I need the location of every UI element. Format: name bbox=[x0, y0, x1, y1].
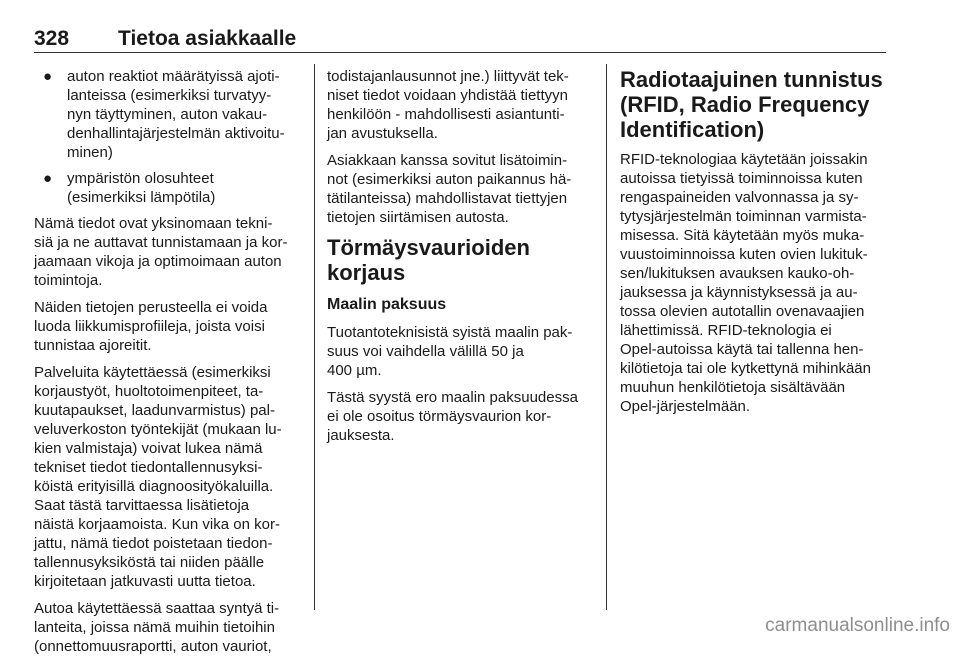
paragraph: Näiden tietojen perusteella ei voida luoda liikkumisprofiileja, joista voisi tunnistaa ajoreitit. bbox=[34, 299, 268, 354]
bullet-list bbox=[34, 67, 306, 207]
column-3 bbox=[620, 67, 894, 416]
paragraph: RFID-teknologiaa käytetään joissakin autoissa tietyissä toiminnoissa kuten rengaspaineiden valvonnassa ja sy- tytysjärjestelmän toiminnan varmista- misessa. Sitä käytetään myös muka- vuustoiminnoissa kuten ovien lukituk- sen/lukituksen avauksen kauko-oh- jauksessa ja käynnistyksessä ja au- tossa olevien autotallin ovenavaajien lähettimissä. RFID-teknologia ei Opel-autoissa käytä tai tallenna hen- kilötietoja tai ole kytkettynä mihinkään muuhun henkilötietoja sisältävään Opel-järjestelmään. bbox=[620, 151, 871, 415]
bullet-dot-icon: ● bbox=[43, 68, 53, 85]
paragraph: Tuotantoteknisistä syistä maalin pak- suus voi vaihdella välillä 50 ja 400 µm. bbox=[327, 324, 573, 379]
section-heading: Radiotaajuinen tunnistus (RFID, Radio Frequency Identification) bbox=[620, 67, 883, 142]
bullet-text: auton reaktiot määrätyissä ajoti- lanteissa (esimerkiksi turvatyy- nyn täyttyminen, auton vakau- denhallintajärjestelmän aktivoitu- minen) bbox=[67, 68, 285, 161]
subsection-heading: Maalin paksuus bbox=[327, 296, 447, 313]
column-divider-1 bbox=[314, 64, 315, 610]
bullet-item bbox=[34, 67, 306, 162]
page-header bbox=[34, 26, 886, 52]
bullet-text: ympäristön olosuhteet (esimerkiksi lämpötila) bbox=[67, 170, 216, 206]
column-divider-2 bbox=[606, 64, 607, 610]
bullet-dot-icon: ● bbox=[43, 170, 53, 187]
paragraph: Tästä syystä ero maalin paksuudessa ei ole osoitus törmäysvaurion kor- jauksesta. bbox=[327, 389, 578, 444]
header-divider bbox=[34, 52, 886, 53]
bullet-item bbox=[34, 169, 306, 207]
paragraph: Palveluita käytettäessä (esimerkiksi korjaustyöt, huoltotoimenpiteet, ta- kuutapaukset, laadunvarmistus) pal- veluverkoston työntekijät (mukaan lu- kien valmistaja) voivat lukea nämä tekniset tiedot tiedontallennusyksi- köistä erityisillä diagnoosityökaluilla. Saat tästä tarvittaessa lisätietoja näistä korjaamoista. Kun vika on kor- jattu, nämä tiedot poistetaan tiedon- tallennusyksiköstä tai niiden päälle kirjoitetaan jatkuvasti uutta tietoa. bbox=[34, 364, 282, 590]
column-1 bbox=[34, 67, 306, 664]
page-title: Tietoa asiakkaalle bbox=[118, 27, 297, 50]
paragraph: Asiakkaan kanssa sovitut lisätoimin- not (esimerkiksi auton paikannus hä- tätilanteissa) mahdollistavat tiettyjen tietojen siirtämisen autosta. bbox=[327, 152, 572, 226]
paragraph: Autoa käytettäessä saattaa syntyä ti- lanteita, joissa nämä muihin tietoihin (onnettomuusraportti, auton vauriot, bbox=[34, 600, 280, 655]
paragraph: todistajanlausunnot jne.) liittyvät tek- niset tiedot voidaan yhdistää tiettyyn henkilöön - mahdollisesti asiantunti- jan avustuksella. bbox=[327, 68, 569, 142]
paragraph: Nämä tiedot ovat yksinomaan tekni- siä ja ne auttavat tunnistamaan ja kor- jaamaan vikoja ja optimoimaan auton toimintoja. bbox=[34, 215, 288, 289]
column-2 bbox=[327, 67, 597, 453]
watermark: carmanualsonline.info bbox=[765, 615, 950, 636]
section-heading: Törmäysvaurioiden korjaus bbox=[327, 235, 530, 285]
page-number: 328 bbox=[34, 27, 70, 50]
